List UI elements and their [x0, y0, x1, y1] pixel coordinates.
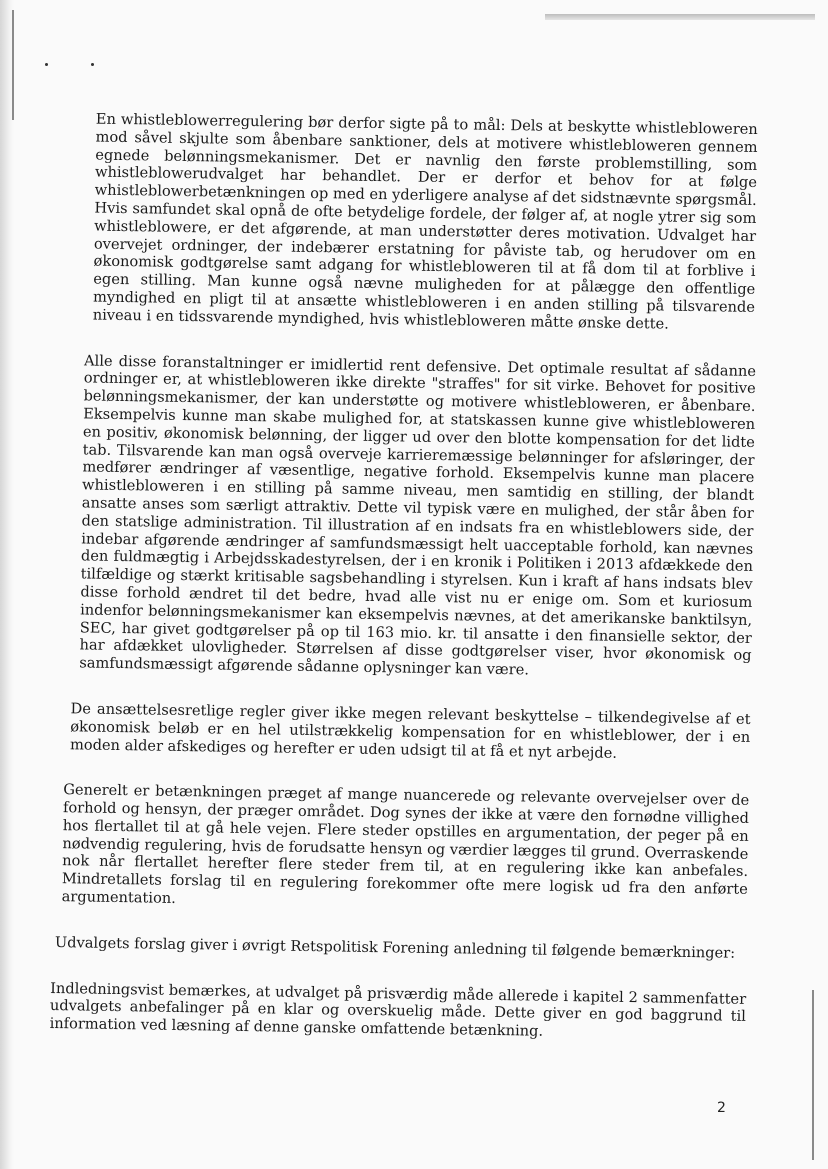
scan-edge-top	[545, 14, 815, 20]
paragraph-reward-mechanisms: Alle disse foranstaltninger er imidlertid rent defensive. Det optimale resultat af sådanne ordninger er, at whistlebloweren ikke direkte "straffes" for sit virke. Behovet for positive belønningsmekanismer, der kan understøtte og motivere whistlebloweren, er åbenbare. Eksempelvis kunne man skabe mulighed for, at statskassen kunne give whistlebloweren en positiv, økonomisk belønning, der ligger ud over den blotte kompensation for det lidte tab. Tilsvarende kan man også overveje karrieremæssige belønninger for afsløringer, der medfører ændringer af væsentlige, negative forhold. Eksempelvis kunne man placere whistlebloweren i en stilling på samme niveau, men samtidig en stilling, der blandt ansatte anses som særligt attraktiv. Dette vil typisk være en mulighed, der står åben for den statslige administration. Til illustration af en indsats fra en whistleblowers side, der indebar afgørende ændringer af samfundsmæssigt helt uacceptable forhold, kan nævnes den fuldmægtig i Arbejdsskadestyrelsen, der i en kronik i Politiken i 2013 afdækkede den tilfældige og stærkt kritisable sagsbehandling i styrelsen. Kun i kraft af hans indsats blev disse forhold ændret til det bedre, hvad alle vist nu er enige om. Som et kuriosum indenfor belønningsmekanismer kan eksempelvis nævnes, at det amerikanske banktilsyn, SEC, har givet godtgørelser på op til 163 mio. kr. til ansatte i den finansielle sektor, der har afdækket ulovligheder. Størrelsen af disse godtgørelser viser, hvor økonomisk og samfundsmæssigt afgørende sådanne oplysninger kan være.	[79, 351, 757, 679]
paragraph-chapter-2-summary: Indledningsvist bemærkes, at udvalget på prisværdig måde allerede i kapitel 2 sammenfatter udvalgets anbefalinger på en klar og overskuelig måde. Dette giver en god baggrund til information ved læsning af denne ganske omfattende betænkning.	[49, 979, 747, 1040]
scan-speck	[45, 63, 48, 66]
document-body	[45, 110, 760, 1072]
scan-speck	[91, 63, 94, 66]
scan-edge-left	[0, 0, 14, 1169]
scan-edge-right	[812, 990, 814, 1160]
paragraph-general-assessment: Generelt er betænkningen præget af mange nuancerede og relevante overvejelser over de forhold og hensyn, der præger området. Dog synes der ikke at være den fornødne villighed hos flertallet til at gå hele vejen. Flere steder opstilles en argumentation, der peger på en nødvendig regulering, hvis de forudsatte hensyn og værdier lægges til grund. Overraskende nok når flertallet herefter flere steder frem til, at en regulering ikke kan anbefales. Mindretallets forslag til en regulering forekommer ofte mere logisk ud fra den anførte argumentation.	[61, 781, 750, 907]
paragraph-remarks-intro: Udvalgets forslag giver i øvrigt Retspolitisk Forening anledning til følgende bemærkninger:	[54, 933, 736, 962]
paragraph-employment-rules: De ansættelsesretlige regler giver ikke megen relevant beskyttelse – tilkendegivelse af et økonomisk beløb er en hel utilstrækkelig kompensation for en whistleblower, der i en moden alder afskediges og herefter er uden udsigt til at få et nyt arbejde.	[69, 700, 751, 762]
paragraph-whistleblower-goals: En whistleblowerregulering bør derfor sigte på to mål: Dels at beskytte whistlebloweren mod såvel skjulte som åbenbare sanktioner, dels at motivere whistlebloweren gennem egnede belønningsmekanismer. Det er navnlig den første problemstilling, som whistleblowerudvalget har behandlet. Der er derfor et behov for at følge whistleblowerbetænkningen op med en yderligere analyse af det sidstnævnte spørgsmål. Hvis samfundet skal opnå de ofte betydelige fordele, der følger af, at nogle ytrer sig som whistleblowere, er det afgørende, at man understøtter deres motivation. Udvalget har overvejet ordninger, der indebærer erstatning for påviste tab, og herudover om en økonomisk godtgørelse samt adgang for whistlebloweren til at få dom til at forblive i egen stilling. Man kunne også nævne muligheden for at pålægge den offentlige myndighed en pligt til at ansætte whistlebloweren i en anden stilling på tilsvarende niveau i en tidssvarende myndighed, hvis whistlebloweren måtte ønske dette.	[92, 110, 758, 333]
scan-edge-line	[12, 10, 14, 120]
page-number: 2	[717, 1100, 726, 1116]
